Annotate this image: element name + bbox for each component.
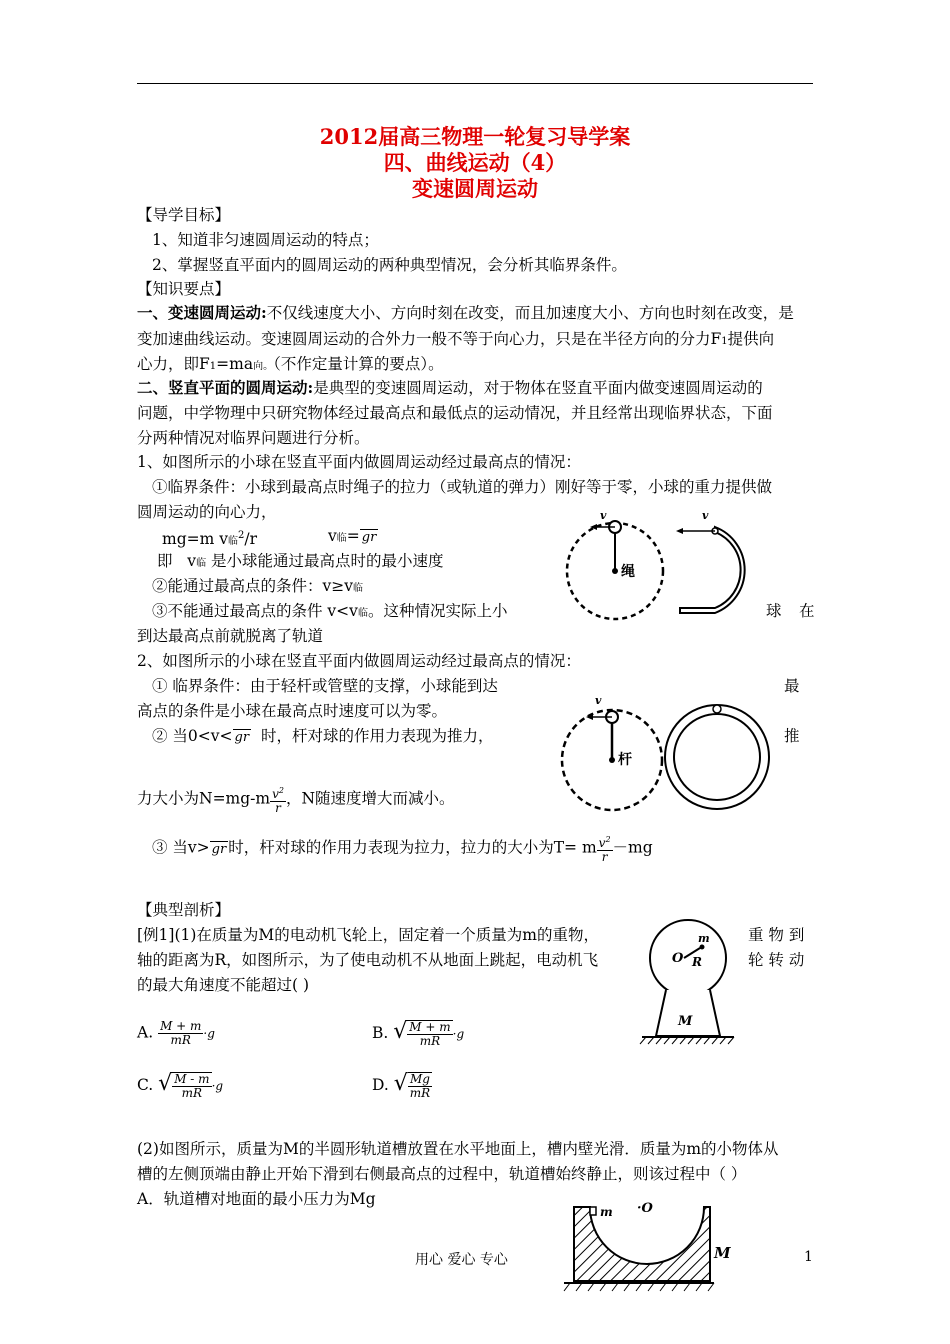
knowledge-heading: 【知识要点】 [137,280,231,298]
track-figure [670,505,760,620]
page-number: 1 [804,1249,813,1265]
case1-item1a: ①临界条件：小球到最高点时绳子的拉力（或轨道的弹力）刚好等于零，小球的重力提供做 [152,478,773,496]
option-b: B. √ $\frac{M + m}{mR}$ ·g [372,1019,465,1048]
groove-m-label: m [600,1205,613,1219]
rod-v-label: v [595,694,602,707]
case1-item2: ②能通过最高点的条件：v≥v临 [152,577,364,595]
case2-item2d: 力大小为N=mg-m $\frac{v^2}{r}$ ，N随速度增大而减小。 [137,786,455,815]
option-a: A. $\frac{M + m}{mR}$ ·g [137,1019,215,1047]
motor-o-label: O [672,951,684,966]
case1-heading: 1、如图所示的小球在竖直平面内做圆周运动经过最高点的情况： [137,453,581,471]
case1-eq1: mg=m v临$^2$/r [162,530,258,549]
groove-o-label: ·O [637,1201,653,1216]
rope-v-label: v [600,509,607,522]
motor-mass-label: M [678,1014,693,1029]
footer-center: 用心 爱心 专心 [415,1252,508,1268]
ex2-option-a: A．轨道槽对地面的最小压力为Mg [137,1190,376,1208]
motor-figure [638,918,738,1048]
topic-title: 变速圆周运动 [412,176,538,201]
k2-line2: 问题，中学物理中只研究物体经过最高点和最低点的运动情况，并且经常出现临界状态，下面 [137,404,773,422]
case1-item3c: 球 [766,602,782,620]
case2-item1c: 高点的条件是小球在最高点时速度可以为零。 [137,702,448,720]
case2-item3: ③ 当v> gr 时，杆对球的作用力表现为拉力，拉力的大小为T= m $\frac{v^2}{r}$ －mg [152,835,653,864]
k1-line2: 变加速曲线运动。变速圆周运动的合外力一般不等于向心力，只是在半径方向的分力F1提供向 [137,330,775,348]
goal-1: 1、知道非匀速圆周运动的特点； [152,231,379,249]
k2-line3: 分两种情况对临界问题进行分析。 [137,429,370,447]
case2-item2c: 推 [784,727,800,745]
k2-line1: 二、竖直平面的圆周运动:是典型的变速圆周运动，对于物体在竖直平面内做变速圆周运动的 [137,378,763,397]
ex2-line1: (2)如图所示，质量为M的半圆形轨道槽放置在水平地面上，槽内壁光滑．质量为m的小物体从 [137,1140,779,1158]
case1-item3: ③不能通过最高点的条件 v<v临。这种情况实际上小 [152,602,508,620]
k1-line1: 一、变速圆周运动:不仅线速度大小、方向时刻在改变，而且加速度大小、方向也时刻在改变，是 [137,303,794,322]
chapter-title: 四、曲线运动（4） [383,150,567,175]
k1-line3: 心力，即F1=ma向。（不作定量计算的要点）。 [137,355,444,373]
doc-title: 2012届高三物理一轮复习导学案 [319,124,631,149]
ex1-line2b: 轮 转 动 [748,951,805,969]
motor-r-label: R [692,955,702,969]
ex1-line3: 的最大角速度不能超过( ) [137,976,310,994]
option-d: D. √ $\frac{Mg}{mR}$ [372,1071,431,1100]
groove-mass-text: M [714,1244,731,1262]
rod-label: 杆 [618,752,632,768]
rope-label: 绳 [621,564,635,580]
ex1-line1: [例1](1)在质量为M的电动机飞轮上，固定着一个质量为m的重物， [137,926,599,944]
case1-min-speed: 即 v临 是小球能通过最高点时的最小速度 [157,552,444,570]
ex1-line2: 轴的距离为R，如图所示，为了使电动机不从地面上跳起，电动机飞 [137,951,599,969]
case2-heading: 2、如图所示的小球在竖直平面内做圆周运动经过最高点的情况： [137,652,581,670]
tube-ring-figure [660,700,775,815]
case2-item1a: ① 临界条件：由于轻杆或管壁的支撑，小球能到达 [152,677,498,695]
groove-figure [560,1195,715,1295]
case2-item1b: 最 [784,677,800,695]
rope-circle-figure [560,505,670,625]
case1-item1b: 圆周运动的向心力， [137,503,277,521]
case2-item2a: ② 当0<v< gr 时，杆对球的作用力表现为推力， [152,727,494,745]
header-rule [137,83,813,84]
ex2-line2: 槽的左侧顶端由静止开始下滑到右侧最高点的过程中，轨道槽始终静止，则该过程中（ ） [137,1165,747,1183]
case1-item3d: 在 [799,602,815,620]
option-c: C. √ $\frac{M - m}{mR}$ ·g [137,1071,224,1100]
ex1-line1b: 重 物 到 [748,926,805,944]
goal-2: 2、掌握竖直平面内的圆周运动的两种典型情况，会分析其临界条件。 [152,256,627,274]
rod-circle-figure [555,690,670,815]
motor-m-label: m [698,932,710,945]
typical-heading: 【典型剖析】 [137,901,231,919]
goal-heading: 【导学目标】 [137,206,231,224]
case1-item3e: 到达最高点前就脱离了轨道 [137,627,324,645]
track-v-label: v [702,509,709,522]
case1-eq2: v临= gr [328,527,377,545]
